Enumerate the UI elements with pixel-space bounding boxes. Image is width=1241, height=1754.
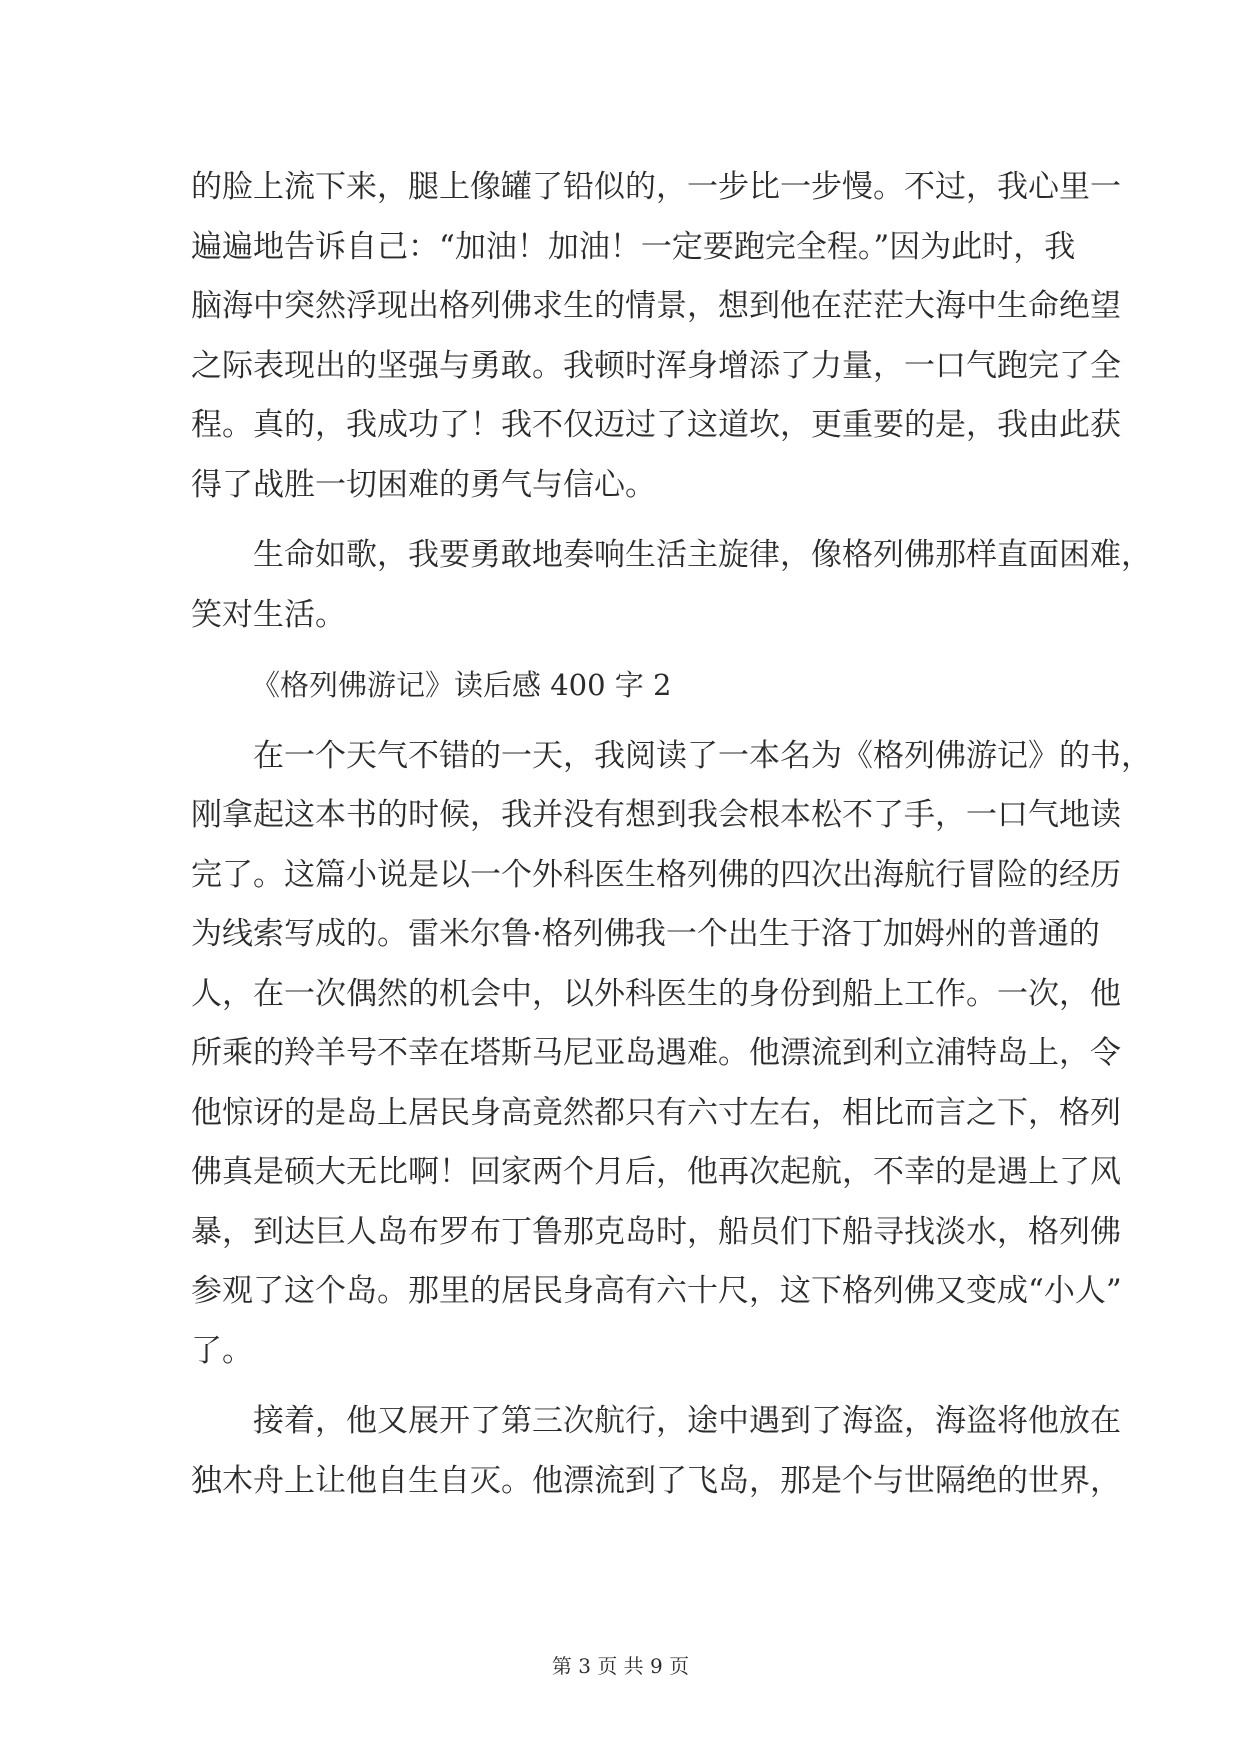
text-line: 所乘的羚羊号不幸在塔斯马尼亚岛遇难。他漂流到利立浦特岛上，令 bbox=[191, 1035, 1121, 1071]
paragraph bbox=[191, 727, 1152, 1382]
text-line: 暴，到达巨人岛布罗布丁鲁那克岛时，船员们下船寻找淡水，格列佛 bbox=[191, 1213, 1121, 1250]
text-line: 在一个天气不错的一天，我阅读了一本名为《格列佛游记》的书， bbox=[253, 737, 1152, 774]
text-line: 佛真是硕大无比啊！回家两个月后，他再次起航，不幸的是遇上了风 bbox=[191, 1154, 1121, 1190]
text-line: 完了。这篇小说是以一个外科医生格列佛的四次出海航行冒险的经历 bbox=[191, 856, 1121, 893]
text-line: 脑海中突然浮现出格列佛求生的情景，想到他在茫茫大海中生命绝望 bbox=[191, 288, 1121, 324]
text-line: 他惊讶的是岛上居民身高竟然都只有六寸左右，相比而言之下，格列 bbox=[191, 1094, 1121, 1131]
text-line: 人，在一次偶然的机会中，以外科医生的身份到船上工作。一次，他 bbox=[191, 975, 1121, 1012]
text-line: 遍遍地告诉自己：“加油！加油！一定要跑完全程。”因为此时，我 bbox=[191, 228, 1076, 265]
text-line: 得了战胜一切困难的勇气与信心。 bbox=[191, 466, 656, 503]
text-line: 程。真的，我成功了！我不仅迈过了这道坎，更重要的是，我由此获 bbox=[191, 407, 1121, 443]
text-line: 了。 bbox=[191, 1332, 253, 1369]
paragraph bbox=[191, 158, 1121, 515]
text-line: 刚拿起这本书的时候，我并没有想到我会根本松不了手，一口气地读 bbox=[191, 797, 1121, 833]
text-line: 的脸上流下来，腿上像罐了铅似的，一步比一步慢。不过，我心里一 bbox=[191, 169, 1121, 205]
text-line: 独木舟上让他自生自灭。他漂流到了飞岛，那是个与世隔绝的世界， bbox=[191, 1462, 1121, 1499]
text-line: 笑对生活。 bbox=[191, 596, 346, 633]
text-line: 生命如歌，我要勇敢地奏响生活主旋律，像格列佛那样直面困难， bbox=[253, 537, 1152, 573]
text-line: 为线索写成的。雷米尔鲁·格列佛我一个出生于洛丁加姆州的普通的 bbox=[191, 916, 1100, 952]
document-body bbox=[191, 158, 1152, 1511]
paragraph bbox=[191, 526, 1152, 645]
text-line: 之际表现出的坚强与勇敢。我顿时浑身增添了力量，一口气跑完了全 bbox=[191, 347, 1121, 384]
page-footer: 第 3 页 共 9 页 bbox=[551, 1654, 690, 1678]
text-line: 参观了这个岛。那里的居民身高有六十尺，这下格列佛又变成“小人” bbox=[191, 1273, 1122, 1309]
paragraph bbox=[191, 1392, 1121, 1511]
text-line: 接着，他又展开了第三次航行，途中遇到了海盗，海盗将他放在 bbox=[253, 1403, 1121, 1439]
section-heading: 《格列佛游记》读后感 400 字 2 bbox=[251, 668, 672, 702]
